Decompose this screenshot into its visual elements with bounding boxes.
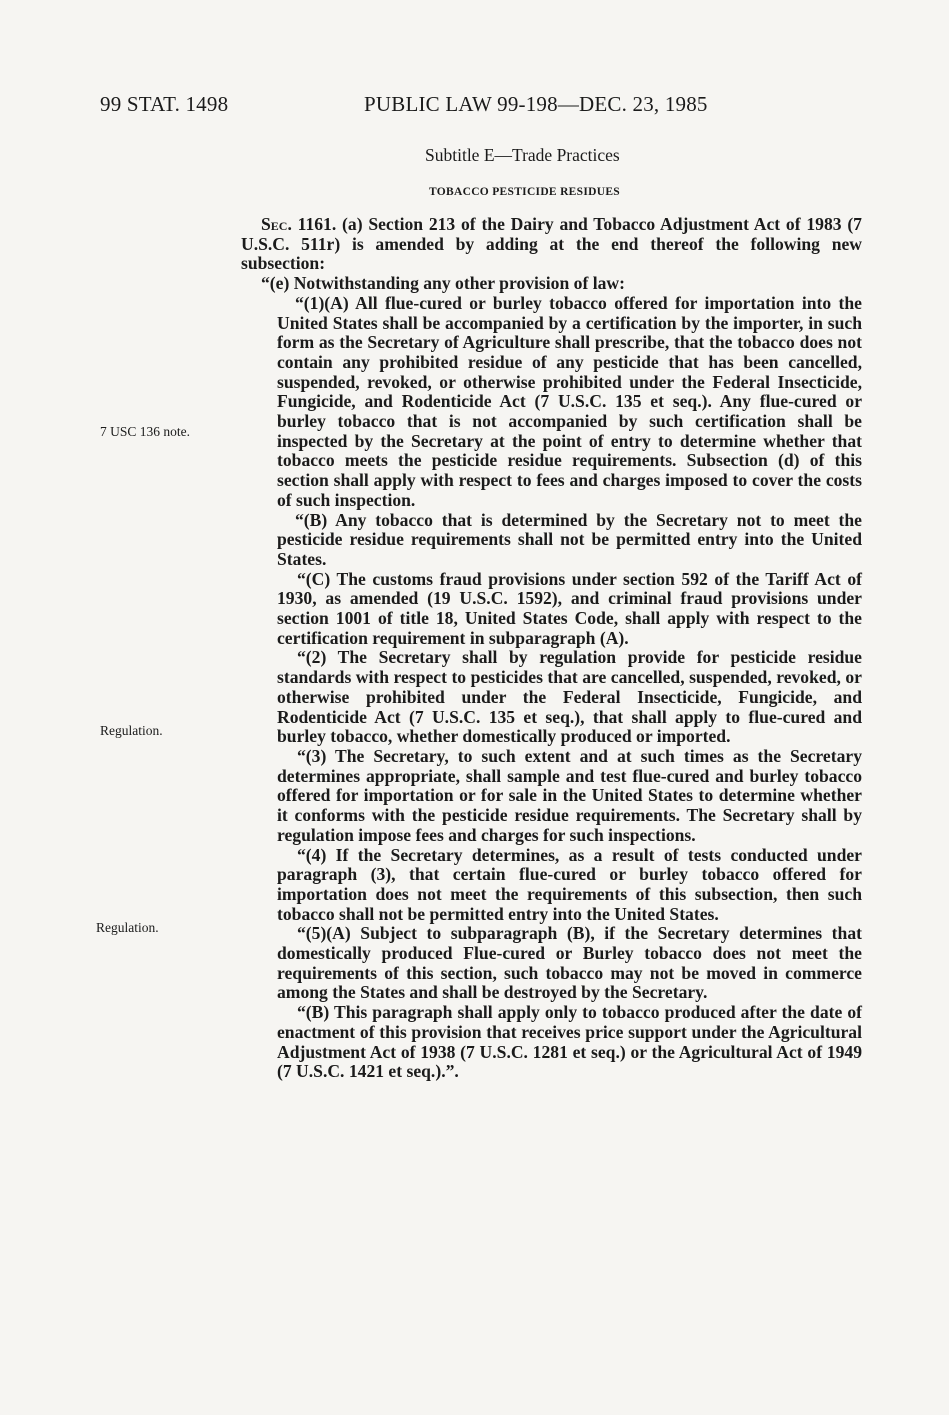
margin-note-regulation: Regulation. — [96, 920, 159, 935]
subsection-e-content — [277, 294, 862, 1082]
paragraph-text: 1161. (a) Section 213 of the Dairy and Tobacco Adjustment Act of 1983 (7 U.S.C. 511r) is amended by adding at the end thereof the following new subsection: — [241, 214, 862, 274]
paragraph-5b: “(B) This paragraph shall apply only to tobacco produced after the date of enactment of this provision that receives price support under the Agricultural Adjustment Act of 1938 (7 U.S.C. 1281 et seq.) or the Agricultural Act of 1949 (7 U.S.C. 1421 et seq.).”. — [277, 1002, 862, 1082]
page-stat-number: 99 STAT. 1498 — [100, 92, 229, 116]
paragraph-sec-1161 — [241, 215, 862, 274]
paragraph-1a: “(1)(A) All flue-cured or burley tobacco offered for importation into the United States shall be accompanied by a certification by the importer, in such form as the Secretary of Agriculture shall prescribe, that the tobacco does not contain any prohibited residue of any pesticide that has been cancelled, suspended, revoked, or otherwise prohibited under the Federal Insecticide, Fungicide, and Rodenticide Act (7 U.S.C. 135 et seq.). Any flue-cured or burley tobacco that is not accompanied by such certification shall be inspected by the Secretary at the point of entry to determine whether that tobacco meets the pesticide residue requirements. Subsection (d) of this section shall apply with respect to fees and charges imposed to cover the costs of such inspection. — [277, 292, 862, 510]
subtitle: Subtitle E—Trade Practices — [425, 145, 620, 165]
paragraph-4: “(4) If the Secretary determines, as a result of tests conducted under paragraph (3), that certain flue-cured or burley tobacco offered for importation does not meet the requirements of this subsection, then such tobacco shall not be permitted entry into the United States. — [277, 844, 862, 924]
sec-label: Sec. — [261, 214, 292, 234]
margin-note-usc: 7 USC 136 note. — [100, 424, 191, 439]
paragraph-subsection-e: “(e) Notwithstanding any other provision of law: — [261, 273, 625, 294]
paragraph-1c: “(C) The customs fraud provisions under section 592 of the Tariff Act of 1930, as amended (19 U.S.C. 1592), and criminal fraud provisions under section 1001 of title 18, United States Code, shall apply with respect to the certification requirement in subparagraph (A). — [277, 568, 862, 648]
paragraph-5a: “(5)(A) Subject to subparagraph (B), if the Secretary determines that domestically produced Flue-cured or Burley tobacco does not meet the requirements of this section, such tobacco may not be moved in commerce among the States and shall be destroyed by the Secretary. — [277, 923, 862, 1003]
document-body — [241, 215, 862, 1082]
paragraph-3: “(3) The Secretary, to such extent and at such times as the Secretary determines appropriate, shall sample and test flue-cured and burley tobacco offered for importation or for sale in the United States to determine whether it conforms with the pesticide residue requirements. The Secretary shall by regulation impose fees and charges for such inspections. — [277, 745, 862, 845]
paragraph-1b: “(B) Any tobacco that is determined by the Secretary not to meet the pesticide residue requirements shall not be permitted entry into the United States. — [277, 509, 862, 569]
running-header: PUBLIC LAW 99-198—DEC. 23, 1985 — [364, 92, 708, 116]
margin-note-regulation: Regulation. — [100, 723, 163, 738]
section-heading: TOBACCO PESTICIDE RESIDUES — [429, 186, 621, 198]
paragraph-2: “(2) The Secretary shall by regulation provide for pesticide residue standards with respect to pesticides that are cancelled, suspended, revoked, or otherwise prohibited under the Federal Insecticide, Fungicide, and Rodenticide Act (7 U.S.C. 135 et seq.), that shall apply to flue-cured and burley tobacco, whether domestically produced or imported. — [277, 647, 862, 747]
